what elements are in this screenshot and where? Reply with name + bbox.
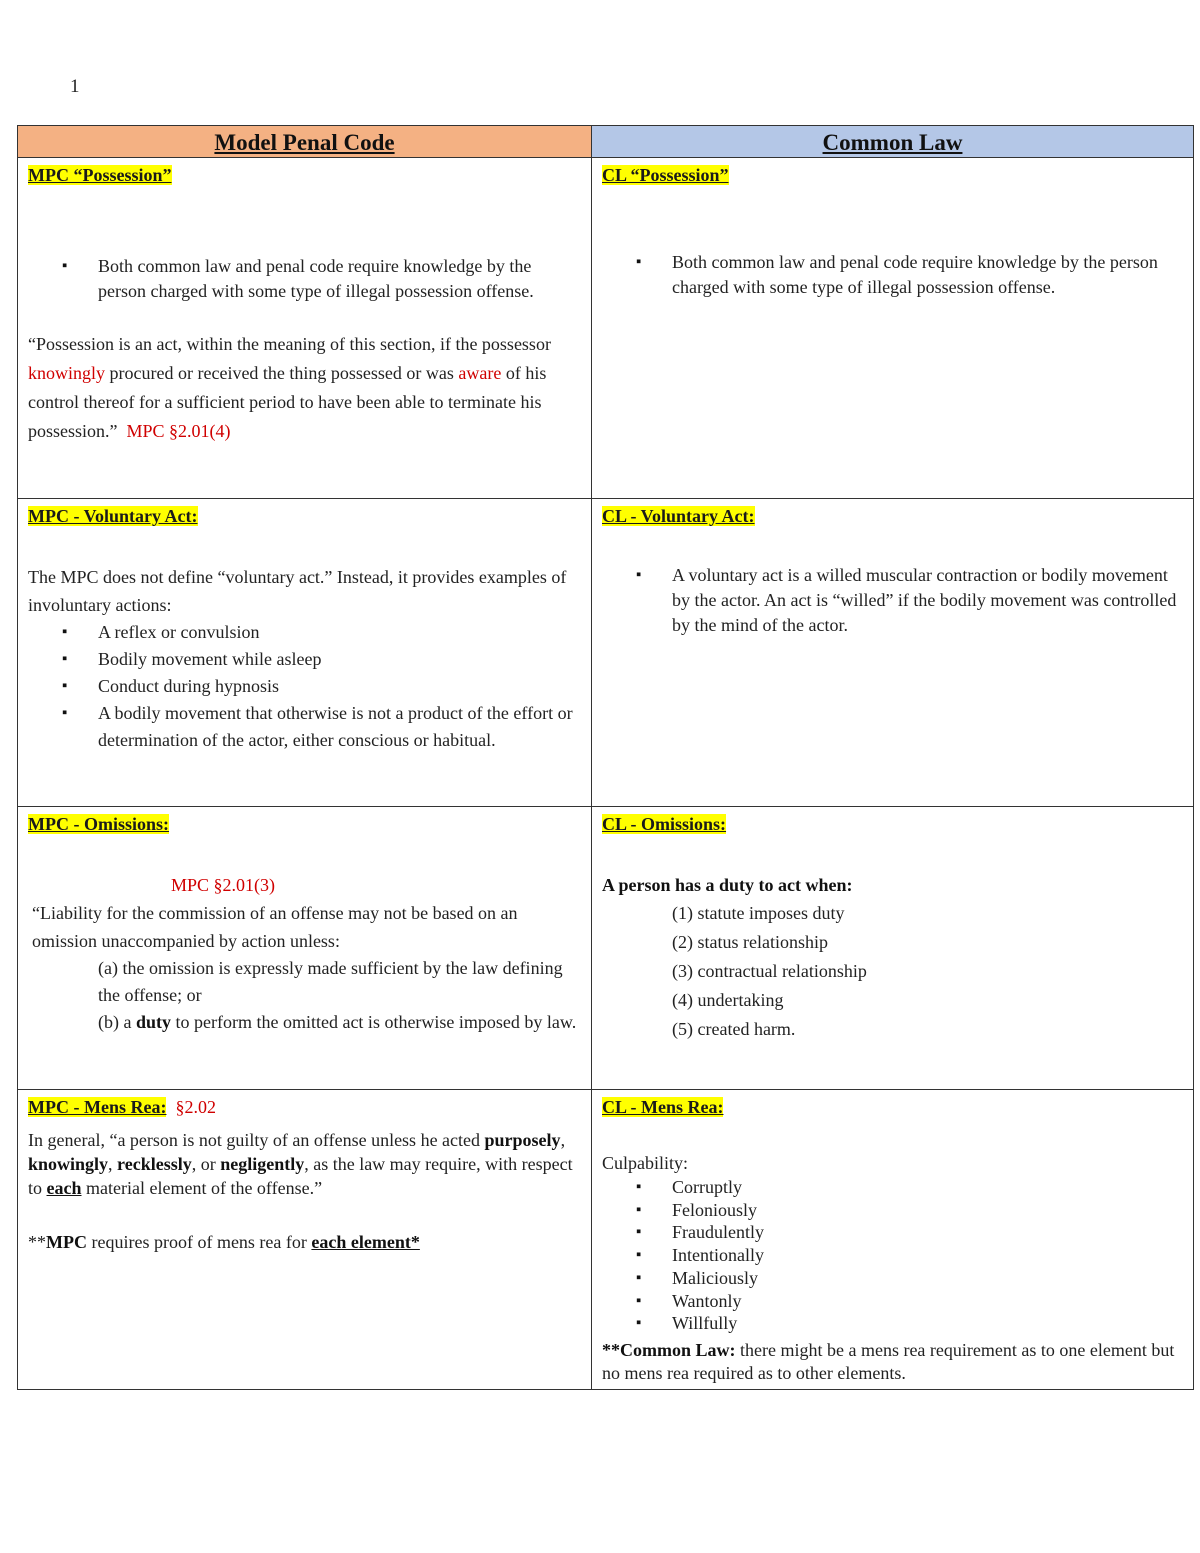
cell-cl-possession [592, 158, 1194, 499]
mpc-note-mpc: MPC [46, 1232, 87, 1252]
mpc-mens-rea-citation: §2.02 [175, 1097, 216, 1117]
mpc-each: each [46, 1178, 82, 1198]
mpc-omissions-b-part-1: (b) a [98, 1012, 136, 1032]
mpc-voluntary-bullet: ▪ Conduct during hypnosis [28, 673, 581, 700]
row-voluntary-act [18, 499, 1194, 807]
mpc-omissions-duty: duty [135, 1012, 171, 1032]
cl-possession-heading: CL “Possession” [602, 165, 729, 185]
header-mpc [18, 126, 592, 158]
row-possession [18, 158, 1194, 499]
mpc-mens-rea-text: In general, “a person is not guilty of an offense unless he acted purposely, knowingly, recklessly, or negligently, as the law may require, with respect to each material element of the offense.” [28, 1130, 573, 1198]
mpc-mens-rea-part-3: material element of the offense.” [81, 1178, 323, 1198]
mpc-possession-quote [28, 330, 581, 446]
cell-cl-mens-rea [592, 1090, 1194, 1390]
cell-cl-omissions [592, 807, 1194, 1090]
mpc-omissions-b-part-2: to perform the omitted act is otherwise imposed by law. [171, 1012, 577, 1032]
mpc-note-each-element: each element* [311, 1232, 420, 1252]
cl-culpability-term: ▪ Fraudulently [602, 1221, 1183, 1244]
cl-note-text: there might be a mens rea requirement as to one element but no mens rea required as to other elements. [602, 1339, 1175, 1383]
cl-culpability-term: ▪ Wantonly [602, 1290, 1183, 1313]
mpc-or: , or [191, 1154, 221, 1174]
cl-duty-item: (5) created harm. [672, 1019, 796, 1039]
cl-duty-item: (1) statute imposes duty [672, 903, 845, 923]
cell-mpc-mens-rea [18, 1090, 592, 1390]
cl-duty-item: (2) status relationship [672, 932, 828, 952]
mpc-voluntary-bullet: ▪ Bodily movement while asleep [28, 646, 581, 673]
cl-mens-rea-note [602, 1339, 1183, 1385]
table-header-row [18, 126, 1194, 158]
page-number: 1 [70, 76, 80, 97]
cl-culpability-term: ▪ Corruptly [602, 1176, 1183, 1199]
row-mens-rea [18, 1090, 1194, 1390]
cl-culpability-label: Culpability: [602, 1153, 689, 1173]
mpc-quote-knowingly: knowingly [28, 363, 106, 383]
header-cl [592, 126, 1194, 158]
mpc-mens-rea-part-2: , as the law may require, with respect to [28, 1154, 573, 1198]
mpc-note-stars: ** [28, 1232, 46, 1252]
mpc-recklessly: recklessly [117, 1154, 192, 1174]
cl-mens-rea-heading: CL - Mens Rea: [602, 1097, 724, 1117]
cl-culpability-term: ▪ Maliciously [602, 1267, 1183, 1290]
cl-voluntary-bullet: ▪ A voluntary act is a willed muscular contraction or bodily movement by the actor. An act is “willed” if the bodily movement was controlled by the mind of the actor. [602, 563, 1183, 638]
mpc-voluntary-heading: MPC - Voluntary Act: [28, 506, 198, 526]
mpc-mens-rea-part-1: In general, “a person is not guilty of an offense unless he acted [28, 1130, 485, 1150]
cl-possession-bullet: ▪ Both common law and penal code require knowledge by the person charged with some type of illegal possession offense. [602, 250, 1183, 300]
cl-voluntary-heading: CL - Voluntary Act: [602, 506, 755, 526]
cl-note-label: **Common Law: [602, 1339, 736, 1360]
mpc-quote-part-2: procured or received the thing possessed or was [105, 363, 459, 383]
cell-cl-voluntary [592, 499, 1194, 807]
mpc-mens-rea-note [28, 1230, 581, 1254]
cl-omissions-heading: CL - Omissions: [602, 814, 727, 834]
mpc-purposely: purposely [484, 1130, 561, 1150]
mpc-quote-aware: aware [458, 363, 502, 383]
mpc-possession-bullet: ▪ Both common law and penal code require knowledge by the person charged with some type of illegal possession offense. [28, 254, 581, 304]
mpc-omissions-b [28, 1009, 581, 1036]
cell-mpc-voluntary [18, 499, 592, 807]
mpc-note-text: requires proof of mens rea for [86, 1232, 312, 1252]
cell-mpc-possession [18, 158, 592, 499]
header-cl-label: Common Law [822, 130, 963, 155]
mpc-quote-part-3: of his control thereof for a sufficient period to have been able to terminate his possession.” [28, 363, 547, 441]
comparison-table [17, 125, 1194, 1390]
cl-culpability-term: ▪ Intentionally [602, 1244, 1183, 1267]
row-omissions [18, 807, 1194, 1090]
mpc-omissions-heading: MPC - Omissions: [28, 814, 169, 834]
mpc-quote-part-1: “Possession is an act, within the meaning of this section, if the possessor [28, 334, 551, 354]
mpc-omissions-quote: “Liability for the commission of an offense may not be based on an omission unaccompanied by action unless: [32, 903, 518, 951]
cl-duty-item: (3) contractual relationship [672, 961, 867, 981]
mpc-voluntary-bullet: ▪ A bodily movement that otherwise is not a product of the effort or determination of the actor, either conscious or habitual. [28, 700, 581, 754]
mpc-voluntary-intro: The MPC does not define “voluntary act.” Instead, it provides examples of involuntary actions: [28, 567, 567, 615]
mpc-possession-citation: MPC §2.01(4) [126, 421, 231, 441]
header-mpc-label: Model Penal Code [214, 130, 395, 155]
cl-omissions-lead: A person has a duty to act when: [602, 875, 853, 895]
mpc-omissions-citation: MPC §2.01(3) [171, 875, 276, 895]
mpc-negligently: negligently [220, 1154, 305, 1174]
mpc-mens-rea-heading: MPC - Mens Rea: [28, 1097, 167, 1117]
mpc-voluntary-bullet: ▪ A reflex or convulsion [28, 619, 581, 646]
cell-mpc-omissions [18, 807, 592, 1090]
mpc-omissions-a: (a) the omission is expressly made sufficient by the law defining the offense; or [98, 958, 563, 1005]
cl-culpability-term: ▪ Feloniously [602, 1199, 1183, 1222]
mpc-possession-heading: MPC “Possession” [28, 165, 172, 185]
cl-culpability-term: ▪ Willfully [602, 1312, 1183, 1335]
mpc-knowingly: knowingly [28, 1154, 109, 1174]
cl-duty-item: (4) undertaking [672, 990, 784, 1010]
